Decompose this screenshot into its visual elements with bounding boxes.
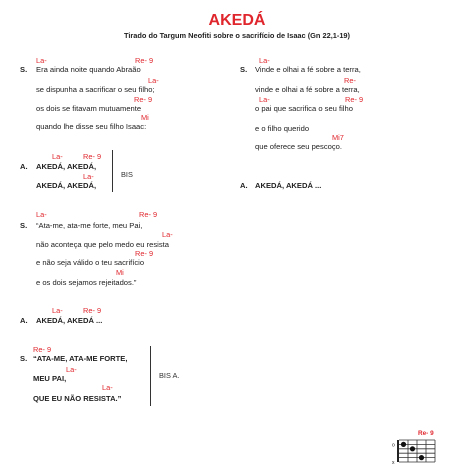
lyric-line: Era ainda noite quando Abraão — [36, 65, 141, 74]
chord-re-minor-9: Re- 9 — [135, 56, 154, 65]
lyric-line: quando lhe disse seu filho Isaac: — [36, 122, 147, 131]
chord-re-minor-9: Re- 9 — [135, 249, 154, 258]
lyric-line-refrain: AKEDÁ, AKEDÁ, — [36, 181, 97, 190]
lyric-line: vinde e olhai a fé sobre a terra, — [255, 85, 360, 94]
lyric-line-refrain: “ATA-ME, ATA-ME FORTE, — [33, 354, 128, 363]
section-marker-solo: S. — [20, 221, 28, 230]
section-marker-assembly: A. — [20, 162, 28, 171]
chord-re-minor: Re- — [344, 76, 356, 85]
section-marker-solo: S. — [20, 65, 28, 74]
lyric-line-refrain: AKEDÁ, AKEDÁ, — [36, 162, 97, 171]
chord-re-minor-9: Re- 9 — [345, 95, 364, 104]
chord-re-minor-9: Re- 9 — [83, 152, 102, 161]
song-title: AKEDÁ — [208, 12, 266, 29]
bis-label: BIS A. — [159, 371, 180, 380]
section-marker-assembly: A. — [240, 181, 248, 190]
lyric-line: se dispunha a sacrificar o seu filho; — [36, 85, 155, 94]
chord-la-minor: La- — [36, 210, 47, 219]
chord-la-minor: La- — [102, 383, 113, 392]
chord-la-minor: La- — [259, 95, 270, 104]
chord-la-minor: La- — [259, 56, 270, 65]
chord-la-minor: La- — [52, 152, 63, 161]
chord-re-minor-9: Re- 9 — [33, 345, 52, 354]
svg-text:x: x — [392, 460, 395, 464]
lyric-line: não aconteça que pelo medo eu resista — [36, 240, 169, 249]
lyric-line: e os dois sejamos rejeitados.” — [36, 278, 137, 287]
lyric-line-refrain: QUE EU NÃO RESISTA.” — [33, 394, 122, 403]
chord-re-minor-9: Re- 9 — [139, 210, 158, 219]
lyric-line: o pai que sacrifica o seu filho — [255, 104, 353, 113]
song-subtitle: Tirado do Targum Neofiti sobre o sacrifício de Isaac (Gn 22,1-19) — [123, 31, 351, 40]
section-marker-assembly: A. — [20, 316, 28, 325]
chord-mi: Mi — [116, 268, 124, 277]
chord-la-minor: La- — [66, 365, 77, 374]
chord-la-minor: La- — [36, 56, 47, 65]
bis-bracket-line — [150, 346, 151, 406]
lyric-line: que oferece seu pescoço. — [255, 142, 342, 151]
chord-mi7: Mi7 — [332, 133, 344, 142]
svg-text:o: o — [392, 442, 395, 449]
guitar-chord-diagram-icon — [391, 438, 439, 464]
lyric-line: “Ata-me, ata-me forte, meu Pai, — [36, 221, 143, 230]
bis-label: BIS — [121, 170, 133, 179]
lyric-line-refrain: AKEDÁ, AKEDÁ ... — [36, 316, 103, 325]
chord-la-minor: La- — [148, 76, 159, 85]
chord-la-minor: La- — [52, 306, 63, 315]
lyric-line: Vinde e olhai a fé sobre a terra, — [255, 65, 361, 74]
chord-la-minor: La- — [83, 172, 94, 181]
lyric-line: os dois se fitavam mutuamente — [36, 104, 142, 113]
chord-mi: Mi — [141, 113, 149, 122]
bis-bracket-line — [112, 150, 113, 192]
lyric-line: e não seja válido o teu sacrifício — [36, 258, 145, 267]
lyric-line: e o filho querido — [255, 124, 310, 133]
section-marker-solo: S. — [20, 354, 28, 363]
chord-re-minor-9: Re- 9 — [134, 95, 153, 104]
chord-diagram-label: Re- 9 — [418, 430, 434, 437]
section-marker-solo: S. — [240, 65, 248, 74]
lyric-line-refrain: AKEDÁ, AKEDÁ ... — [255, 181, 322, 190]
lyric-line-refrain: MEU PAI, — [33, 374, 67, 383]
chord-re-minor-9: Re- 9 — [83, 306, 102, 315]
chord-la-minor: La- — [162, 230, 173, 239]
